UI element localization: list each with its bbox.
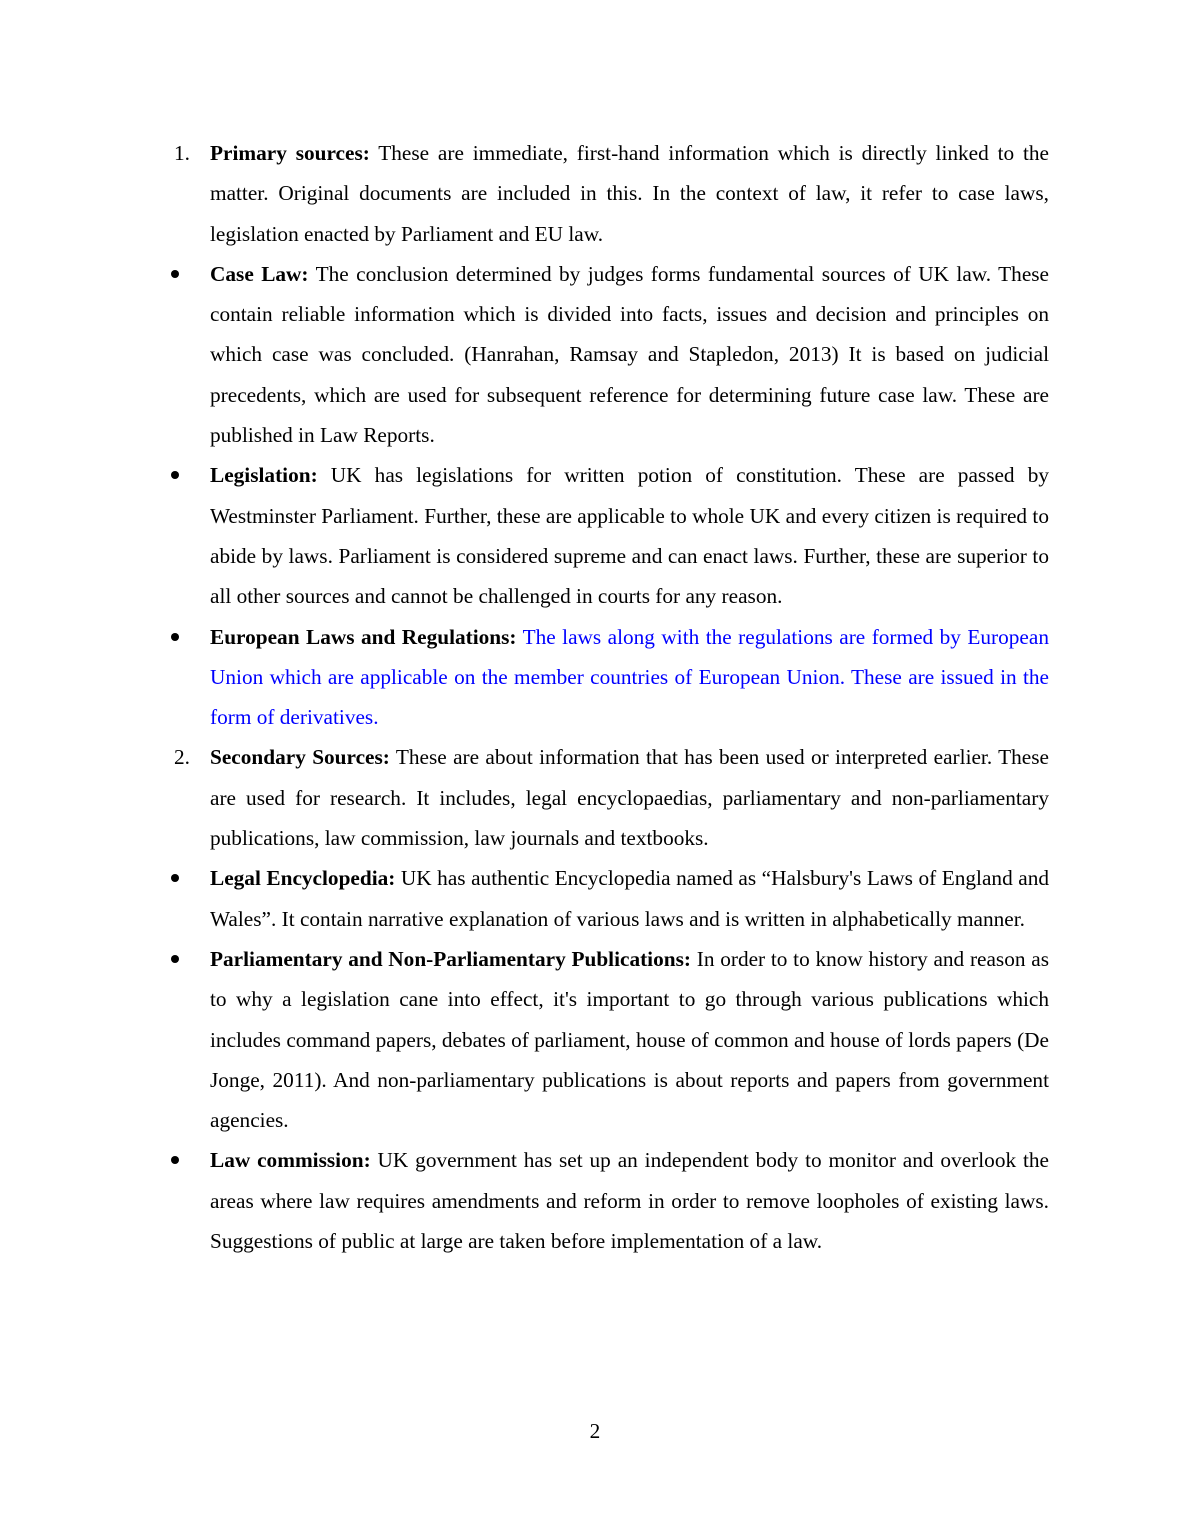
item-text: The conclusion determined by judges forms fundamental sources of UK law. These contain reliable information which is divided into facts, issues and decision and principles on which case was concluded. (Hanrahan, Ramsay and Stapledon, 2013) It is based on judicial precedents, which are used for subsequent reference for determining future case law. These are published in Law Reports. [210,261,1050,448]
item-text: UK government has set up an independent body to monitor and overlook the areas where law requires amendments and reform in order to remove loopholes of existing laws. Suggestions of public at large are taken before implementation of a law. [210,1148,1049,1254]
list-item-secondary-sources [174,737,1049,858]
item-text: UK has authentic Encyclopedia named as “Halsbury's Laws of England and Wales”. It contain narrative explanation of various laws and is written in alphabetically manner. [210,866,1049,931]
list-item-case-law [210,254,1049,455]
list-item-primary-sources [174,133,1049,254]
document-body [174,133,1050,1261]
item-heading: Legislation: [210,463,318,488]
item-heading: Law commission: [210,1148,371,1173]
list-number: 1. [174,141,190,165]
item-text: These are immediate, first-hand information which is directly linked to the matter. Original documents are included in this. In the context of law, it refer to case laws, legislation enacted by Parliament and EU law. [210,141,1049,246]
bullet-icon [171,858,201,898]
bullet-icon [171,939,201,979]
list-item-parliamentary-publications [210,939,1049,1140]
list-item-law-commission [210,1140,1049,1261]
item-heading: Case Law: [210,261,309,286]
list-number: 2. [174,745,190,770]
list-item-legal-encyclopedia [210,858,1049,939]
item-heading: Primary sources: [210,141,370,165]
page-number: 2 [589,1419,601,1443]
item-text: In order to to know history and reason as to why a legislation cane into effect, it's important to go through various publications which includes command papers, debates of parliament, house of common and house of lords papers (De Jonge, 2011). And non-parliamentary publications is about reports and papers from government agencies. [210,946,1050,1133]
item-heading: Secondary Sources: [210,745,390,770]
bullet-icon [171,254,201,294]
item-heading: Legal Encyclopedia: [210,866,396,891]
item-text-highlighted: The laws along with the regulations are formed by European Union which are applicable on the member countries of European Union. These are issued in the form of derivatives. [210,624,1049,730]
list-item-european-laws [210,617,1049,738]
item-heading: Parliamentary and Non-Parliamentary Publications: [210,946,691,971]
bullet-icon [171,617,201,657]
item-text: UK has legislations for written potion of constitution. These are passed by Westminster Parliament. Further, these are applicable to whole UK and every citizen is required to abide by laws. Parliament is considered supreme and can enact laws. Further, these are superior to all other sources and cannot be challenged in courts for any reason. [210,463,1049,609]
item-text: These are about information that has been used or interpreted earlier. These are used for research. It includes, legal encyclopaedias, parliamentary and non-parliamentary publications, law commission, law journals and textbooks. [210,745,1049,851]
bullet-icon [171,1140,201,1180]
list-item-legislation [210,455,1049,616]
item-heading: European Laws and Regulations: [210,624,517,649]
bullet-icon [171,455,201,495]
